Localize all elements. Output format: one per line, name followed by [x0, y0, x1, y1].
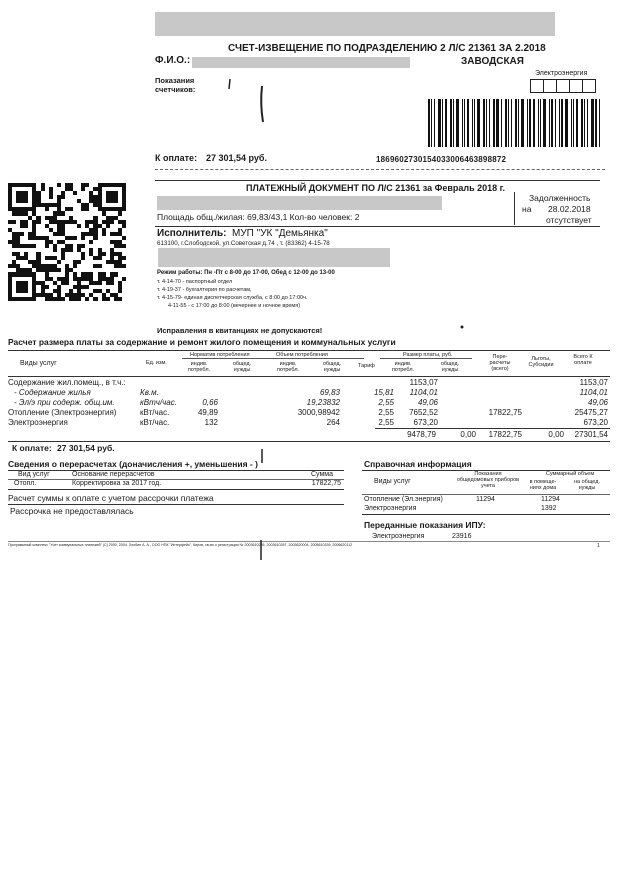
h-vol-indiv: индив. потребл. — [276, 361, 300, 373]
cell-total: 49,06 — [587, 398, 608, 407]
redacted-account — [157, 196, 442, 210]
table-row — [8, 398, 610, 408]
area-line: Площадь общ./жилая: 69,83/43,1 Кол-во человек: 2 — [157, 212, 360, 222]
cut-line — [155, 169, 605, 170]
cell-tariff: 2,55 — [378, 418, 394, 427]
cell-total: 25475,27 — [574, 408, 608, 417]
cell-norm-i: 49,89 — [197, 408, 218, 417]
handwriting-mark — [225, 78, 235, 90]
cell-vol-i: 3000,98942 — [297, 408, 340, 417]
debt-on: на — [522, 204, 532, 214]
schedule-title: Режим работы: Пн -Пт с 8-00 до 17-00, Обед с 12-00 до 13-00 — [157, 270, 335, 276]
pay-total-label: К оплате: — [12, 443, 52, 453]
h-pay-common: общед. нужды — [440, 361, 460, 373]
cell-pay-i: 1153,07 — [409, 378, 438, 387]
cell-name: Содержание жил.помещ., в т.ч.: — [8, 378, 126, 387]
calc-title: Расчет размера платы за содержание и ремонт жилого помещения и коммунальных услуги — [8, 337, 396, 347]
ipu-value: 23916 — [452, 533, 472, 540]
handwriting-mark — [257, 84, 267, 124]
executor-name: МУП "УК "Демьянка" — [232, 228, 328, 239]
reference-title: Справочная информация — [364, 459, 472, 469]
ref-row-meters: 11294 — [476, 496, 495, 503]
h-norm-indiv: индив. потребл. — [187, 361, 211, 373]
h-benefits: Льготы, Субсидии — [528, 356, 554, 368]
cell-vol-i: 69,83 — [319, 388, 340, 397]
ref-row-name: Электроэнергия — [364, 505, 417, 512]
h-payment: Размер платы, руб. — [403, 352, 453, 358]
h-unit: Ед. изм. — [146, 360, 167, 366]
installment-text: Рассрочка не предоставлялась — [10, 506, 134, 516]
cell-tariff: 2,55 — [378, 398, 394, 407]
ref-row-in-rooms: 1392 — [541, 505, 557, 512]
debt-date: 28.02.2018 — [548, 204, 591, 214]
cell-norm-i: 0,66 — [202, 398, 218, 407]
readings-label-1: Показания — [155, 76, 195, 85]
table-row — [8, 418, 610, 428]
h-vol-common: общед. нужды — [322, 361, 342, 373]
recalc-h-sum: Сумма — [311, 471, 333, 478]
barcode-number: 1869602730154033006463898872 — [376, 155, 507, 164]
cell-norm-i: 132 — [204, 418, 218, 427]
table-row — [8, 388, 610, 398]
cell-vol-i: 19,23832 — [306, 398, 340, 407]
fio-label: Ф.И.О.: — [155, 55, 191, 66]
notice-title: СЧЕТ-ИЗВЕЩЕНИЕ ПО ПОДРАЗДЕЛЕНИЮ 2 Л/С 21361 ЗА 2.2018 — [228, 43, 546, 54]
meter-boxes[interactable] — [530, 79, 600, 95]
cell-name: Электроэнергия — [8, 418, 68, 427]
schedule-line: 4-11-55 - с 17:00 до 8:00 (вечернее и ночное время) — [168, 303, 301, 309]
ref-h-common: на общед. нужды — [574, 479, 600, 491]
cell-pay-i: 7652,52 — [409, 408, 438, 417]
recalc-row-service: Отопл. — [14, 480, 37, 487]
table-row — [8, 378, 610, 388]
installment-title: Расчет суммы к оплате с учетом рассрочки платежа — [8, 493, 214, 503]
total-pay-common: 0,00 — [460, 430, 476, 439]
recalc-h-service: Вид услуг — [18, 471, 50, 478]
cell-total: 1153,07 — [579, 378, 608, 387]
redacted-header-block — [155, 12, 555, 36]
ref-h-service: Виды услуг — [374, 478, 411, 485]
cell-vol-i: 264 — [326, 418, 340, 427]
table-row — [8, 408, 610, 418]
h-total: Всего К оплате — [573, 354, 593, 366]
total-pay-indiv: 9478,79 — [407, 430, 436, 439]
recalc-h-reason: Основание перерасчетов — [72, 471, 155, 478]
h-recalc: Пере- расчеты (всего) — [489, 354, 511, 372]
electric-label: Электроэнергия — [535, 70, 588, 77]
h-tariff: Тариф — [358, 363, 375, 369]
scan-dot — [460, 325, 464, 329]
document-title: ПЛАТЕЖНЫЙ ДОКУМЕНТ ПО Л/С 21361 за Февраль 2018 г. — [246, 183, 505, 193]
cell-name: Отопление (Электроэнергия) — [8, 408, 117, 417]
cell-pay-i: 1104,01 — [409, 388, 438, 397]
debt-status: отсутствует — [546, 215, 592, 225]
recalc-row-reason: Корректировка за 2017 год. — [72, 480, 162, 487]
notice-pay-label: К оплате: — [155, 153, 198, 163]
executor-address: 613100, г.Слободской, ул.Советская д.74 , т. (83362) 4-15-78 — [157, 240, 330, 247]
redacted-fio — [192, 57, 410, 68]
ipu-name: Электроэнергия — [372, 533, 425, 540]
barcode — [428, 99, 600, 147]
cell-total: 1104,01 — [579, 388, 608, 397]
pay-total-amount: 27 301,54 руб. — [57, 443, 115, 453]
handwriting-mark — [258, 448, 266, 464]
ref-h-in-rooms: в помеще- ниях дома — [529, 479, 557, 491]
readings-label-2: счетчиков: — [155, 85, 196, 94]
cell-unit: кВтч/час. — [140, 398, 177, 407]
schedule-line: т. 4-15-79- единая диспетчерская служба, с 8:00 до 17:00ч. — [157, 295, 308, 301]
schedule-line: т. 4-19-37 - бухгалтерия по расчетам, — [157, 287, 252, 293]
cell-name: - Содержание жилья — [14, 388, 91, 397]
redacted-executor-info — [158, 248, 390, 267]
cell-unit: Кв.м. — [140, 388, 159, 397]
cell-total: 673,20 — [583, 418, 608, 427]
h-service: Виды услуг — [20, 360, 57, 367]
qr-code — [8, 183, 126, 301]
recalc-row-sum: 17822,75 — [311, 480, 341, 487]
warning-text: Исправления в квитанциях не допускаются! — [157, 326, 323, 335]
ref-row-in-rooms: 11294 — [541, 496, 560, 503]
debt-label: Задолженность — [529, 193, 591, 203]
h-pay-indiv: индив. потребл. — [391, 361, 415, 373]
handwriting-mark — [257, 539, 265, 561]
total-benefits: 0,00 — [548, 430, 564, 439]
calc-table-body — [8, 378, 610, 430]
cell-tariff: 15,81 — [373, 388, 394, 397]
cell-pay-i: 673,20 — [413, 418, 438, 427]
recalc-title: Сведения о перерасчетах (доначисления +, уменьшения - ) — [8, 459, 258, 469]
schedule-line: т. 4-14-70 - паспортный отдел — [157, 279, 233, 285]
cell-unit: кВт/час. — [140, 408, 170, 417]
cell-tariff: 2,55 — [378, 408, 394, 417]
notice-pay-amount: 27 301,54 руб. — [206, 153, 267, 163]
footer-page: 1 — [597, 543, 600, 549]
total-total: 27301,54 — [574, 430, 608, 439]
cell-name: - Эл/э при содерж. общ.им. — [14, 398, 115, 407]
ref-row-name: Отопление (Эл.энергия) — [364, 496, 443, 503]
h-volume: Объем потребления — [276, 352, 328, 358]
ref-h-meters: Показания общедомовых приборов учета — [456, 471, 520, 489]
h-norm-common: общед. нужды — [232, 361, 252, 373]
ipu-title: Переданные показания ИПУ: — [364, 520, 486, 530]
executor-label: Исполнитель: — [157, 228, 227, 239]
h-norm: Норматив потребления — [190, 352, 250, 358]
cell-unit: кВт/час. — [140, 418, 170, 427]
district-label: ЗАВОДСКАЯ — [461, 56, 524, 67]
cell-pay-i: 49,06 — [417, 398, 438, 407]
total-recalc: 17822,75 — [488, 430, 522, 439]
cell-recalc: 17822,75 — [488, 408, 522, 417]
ref-h-volume: Суммарный объем — [545, 471, 595, 477]
footer-text: Программный комплекс "Учет коммунальных платежей" (C) 2000, 2004. Злобин А. А., ООО НПК "Интерфейс", Киров, св-во о регистрации № 2003610285, 2003610287, 2003620004, 2005610339, 2006620112 — [8, 543, 353, 547]
